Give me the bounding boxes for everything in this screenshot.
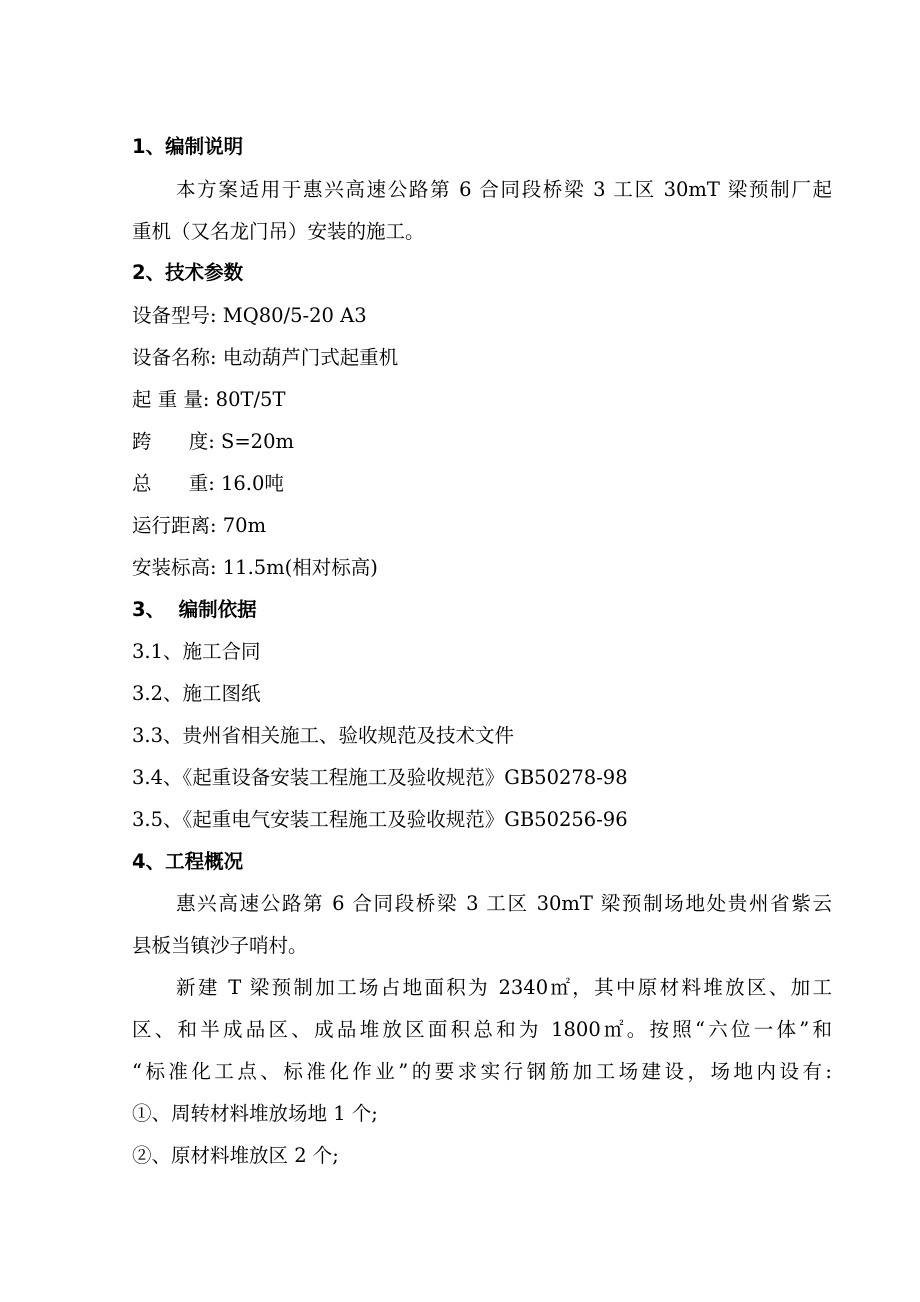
section-1-para-line-1: 本方案适用于惠兴高速公路第 6 合同段桥梁 3 工区 30mT 梁预制厂起: [176, 178, 832, 201]
section-1-para-line-2: 重机（又名龙门吊）安装的施工。: [132, 220, 425, 243]
section-4-para1-line-1: 惠兴高速公路第 6 合同段桥梁 3 工区 30mT 梁预制场地处贵州省紫云: [176, 892, 832, 915]
param-weight: 总 重: 16.0吨: [132, 472, 284, 495]
param-model: 设备型号: MQ80/5-20 A3: [132, 304, 367, 327]
basis-item-3: 3.3、贵州省相关施工、验收规范及技术文件: [132, 724, 515, 747]
param-travel: 运行距离: 70m: [132, 514, 267, 537]
basis-item-5: 3.5、《起重电气安装工程施工及验收规范》GB50256-96: [132, 808, 628, 831]
facility-item-1: ①、周转材料堆放场地 1 个;: [132, 1102, 378, 1125]
section-4-para2-line-1: 新建 T 梁预制加工场占地面积为 2340㎡，其中原材料堆放区、加工: [176, 976, 832, 999]
section-4-para2-line-2: 区、和半成品区、成品堆放区面积总和为 1800㎡。按照“六位一体”和: [132, 1018, 832, 1041]
section-4-para1-line-2: 县板当镇沙子哨村。: [132, 934, 308, 957]
section-4-heading: 4、工程概况: [132, 850, 244, 873]
basis-item-2: 3.2、施工图纸: [132, 682, 261, 705]
param-name: 设备名称: 电动葫芦门式起重机: [132, 346, 399, 369]
param-span: 跨 度: S=20m: [132, 430, 294, 453]
section-2-heading: 2、技术参数: [132, 261, 244, 284]
section-4-para2-line-3: “标准化工点、标准化作业”的要求实行钢筋加工场建设，场地内设有:: [132, 1060, 832, 1083]
basis-item-4: 3.4、《起重设备安装工程施工及验收规范》GB50278-98: [132, 766, 628, 789]
param-elevation: 安装标高: 11.5m(相对标高): [132, 556, 378, 579]
section-1-heading: 1、编制说明: [132, 135, 244, 158]
facility-item-2: ②、原材料堆放区 2 个;: [132, 1144, 339, 1167]
param-capacity: 起 重 量: 80T/5T: [132, 388, 286, 411]
basis-item-1: 3.1、施工合同: [132, 640, 261, 663]
section-3-heading: 3、 编制依据: [132, 598, 257, 621]
